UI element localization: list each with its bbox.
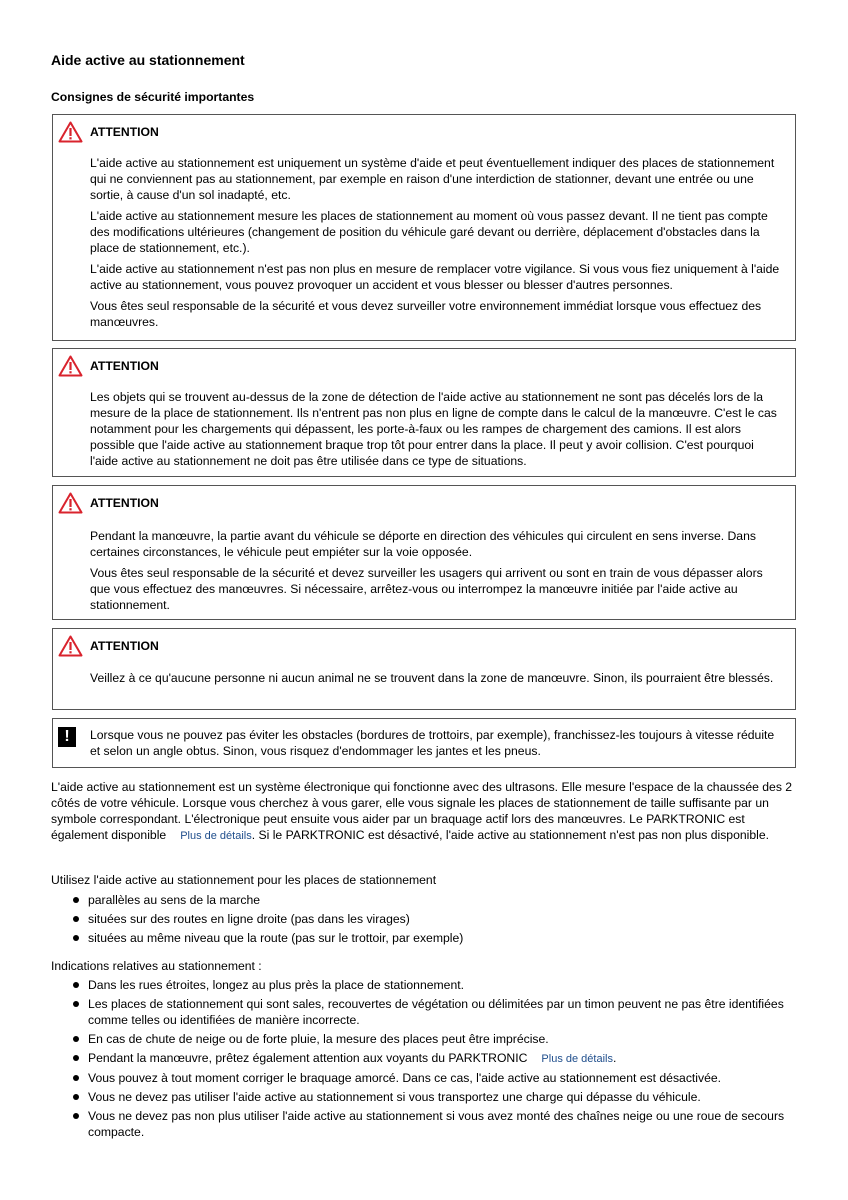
intro-text-end: . Si le PARKTRONIC est désactivé, l'aide active au stationnement n'est pas non plus disponible. (251, 828, 769, 842)
warning-box (52, 114, 796, 341)
notice-text: Lorsque vous ne pouvez pas éviter les obstacles (bordures de trottoirs, par exemple), franchissez-les toujours à vitesse réduite et selon un angle obtus. Sinon, vous risquez d'endommager les jantes et les pneus. (90, 728, 775, 758)
warning-title: ATTENTION (90, 639, 159, 653)
warning-triangle-icon (58, 355, 83, 377)
warning-title: ATTENTION (90, 125, 159, 139)
warning-paragraph: Vous êtes seul responsable de la sécurité et devez surveiller les usagers qui arrivent ou sont en train de vous dépasser alors que vous effectuez des manœuvres. Si nécessaire, arrêtez-vous ou interrompez la manœuvre initiée par l'aide active au stationnement. (90, 566, 763, 612)
bullet-icon (73, 1094, 79, 1100)
warning-title: ATTENTION (90, 496, 159, 510)
list-item: parallèles au sens de la marche (51, 892, 799, 908)
list-item: En cas de chute de neige ou de forte pluie, la mesure des places peut être imprécise. (51, 1031, 799, 1047)
bullet-icon (73, 1075, 79, 1081)
warning-triangle-icon (58, 492, 83, 514)
usage-lead: Utilisez l'aide active au stationnement pour les places de stationnement (51, 873, 437, 887)
exclamation-icon: ! (58, 727, 76, 747)
warning-title: ATTENTION (90, 359, 159, 373)
bullet-icon (73, 1113, 79, 1119)
section-title: Aide active au stationnement (51, 52, 245, 68)
warning-box (52, 485, 796, 620)
warning-box (52, 628, 796, 710)
indications-list (51, 977, 799, 1143)
bullet-icon (73, 1055, 79, 1061)
warning-paragraph: Veillez à ce qu'aucune personne ni aucun animal ne se trouvent dans la zone de manœuvre. Sinon, ils pourraient être blessés. (90, 671, 774, 685)
warning-triangle-icon (58, 635, 83, 657)
list-item: Dans les rues étroites, longez au plus près la place de stationnement. (51, 977, 799, 993)
warning-paragraph: Vous êtes seul responsable de la sécurité et vous devez surveiller votre environnement immédiat lorsque vous effectuez des manœuvres. (90, 299, 762, 329)
warning-paragraph: Pendant la manœuvre, la partie avant du véhicule se déporte en direction des véhicules qui circulent en sens inverse. Dans certaines circonstances, le véhicule peut empiéter sur la voie opposée. (90, 529, 756, 559)
list-item: Pendant la manœuvre, prêtez également attention aux voyants du PARKTRONIC Plus de détails. (51, 1050, 799, 1067)
list-item: Vous pouvez à tout moment corriger le braquage amorcé. Dans ce cas, l'aide active au stationnement est désactivée. (51, 1070, 799, 1086)
subsection-title: Consignes de sécurité importantes (51, 90, 255, 104)
bullet-icon (73, 1001, 79, 1007)
warning-paragraph: L'aide active au stationnement est uniquement un système d'aide et peut éventuellement indiquer des places de stationnement qui ne conviennent pas au stationnement, par exemple en raison d'une interdiction de stationner, devant une entrée ou une sortie, à cause d'un sol inadapté, etc. (90, 156, 775, 202)
warning-paragraph: L'aide active au stationnement mesure les places de stationnement au moment où vous passez devant. Il ne tient pas compte des modifications ultérieures (changement de position du véhicule garé devant ou derrière, déplacement d'obstacles dans la place de stationnement, etc.). (90, 209, 768, 255)
list-item: Vous ne devez pas non plus utiliser l'aide active au stationnement si vous avez monté des chaînes neige ou une roue de secours compacte. (51, 1108, 799, 1140)
bullet-icon (73, 982, 79, 988)
list-item: Les places de stationnement qui sont sales, recouvertes de végétation ou délimitées par un timon peuvent ne pas être identifiées comme telles ou identifiées de manière incorrecte. (51, 996, 799, 1028)
list-item: situées au même niveau que la route (pas sur le trottoir, par exemple) (51, 930, 799, 946)
bullet-icon (73, 897, 79, 903)
warning-box (52, 348, 796, 477)
notice-box (52, 718, 796, 768)
warning-paragraph: L'aide active au stationnement n'est pas non plus en mesure de remplacer votre vigilance. Si vous vous fiez uniquement à l'aide active au stationnement, vous pouvez provoquer un accident et vous blesser ou blesser d'autres personnes. (90, 262, 780, 292)
details-link[interactable]: Plus de détails (180, 830, 252, 842)
warning-triangle-icon (58, 121, 83, 143)
bullet-icon (73, 935, 79, 941)
list-item: Vous ne devez pas utiliser l'aide active au stationnement si vous transportez une charge qui dépasse du véhicule. (51, 1089, 799, 1105)
details-link[interactable]: Plus de détails (541, 1053, 613, 1065)
intro-paragraph (51, 779, 799, 844)
usage-list (51, 892, 799, 949)
bullet-icon (73, 916, 79, 922)
bullet-icon (73, 1036, 79, 1042)
list-item: situées sur des routes en ligne droite (pas dans les virages) (51, 911, 799, 927)
indications-lead: Indications relatives au stationnement : (51, 959, 262, 973)
intro-text: L'aide active au stationnement est un système électronique qui fonctionne avec des ultrasons. Elle mesure l'espace de la chaussée des 2 côtés de votre véhicule. Lorsque vous cherchez à vous garer, elle vous signale les places de stationnement de taille suffisante par un symbole correspondant. L'électronique peut ensuite vous aider par un braquage actif lors des manœuvres. Le PARKTRONIC est également disponible (51, 780, 793, 842)
warning-paragraph: Les objets qui se trouvent au-dessus de la zone de détection de l'aide active au stationnement ne sont pas décelés lors de la mesure de la place de stationnement. Ils n'entrent pas non plus en ligne de compte dans le calcul de la manœuvre. C'est le cas notamment pour les chargements qui dépassent, les porte-à-faux ou les rampes de chargement des camions. Il est alors possible que l'aide active au stationnement braque trop tôt pour entrer dans la place. Il peut y avoir collision. C'est pourquoi l'aide active au stationnement ne doit pas être utilisée dans ce type de situations. (90, 390, 777, 468)
